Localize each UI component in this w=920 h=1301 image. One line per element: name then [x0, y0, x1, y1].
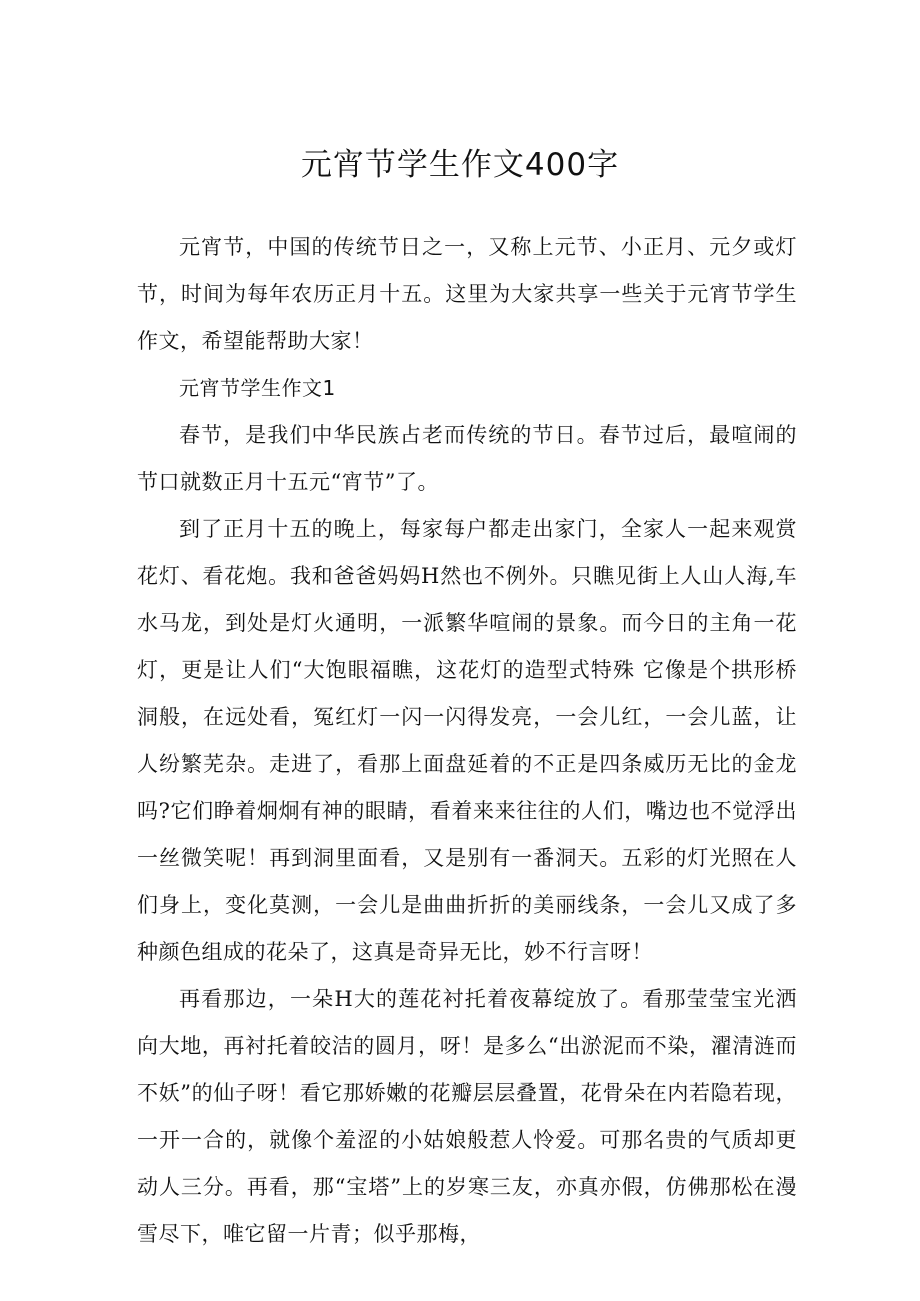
- intro-paragraph: 元宵节，中国的传统节日之一，又称上元节、小正月、元夕或灯节，时间为每年农历正月十五。这里为大家共享一些关于元宵节学生作文，希望能帮助大家！: [137, 235, 797, 353]
- document-body: [137, 224, 797, 1258]
- document-title: 元宵节学生作文400字: [300, 147, 620, 183]
- body-paragraph: 春节，是我们中华民族占老而传统的节日。春节过后，最喧闹的节口就数正月十五元“宵节”了。: [137, 423, 797, 494]
- essay-subheading: 元宵节学生作文1: [179, 376, 336, 400]
- body-paragraph: 再看那边，一朵H大的莲花衬托着夜幕绽放了。看那莹莹宝光洒向大地，再衬托着皎洁的圆月，呀！是多么“出淤泥而不染，濯清涟而不妖”的仙子呀！看它那娇嫩的花瓣层层叠置，花骨朵在内若隐若现，一开一合的，就像个羞涩的小姑娘般惹人怜爱。可那名贵的气质却更动人三分。再看，那“宝塔”上的岁寒三友，亦真亦假，仿佛那松在漫雪尽下，唯它留一片青；似乎那梅，: [137, 987, 797, 1246]
- body-paragraph: 到了正月十五的晚上，每家每户都走出家门，全家人一起来观赏花灯、看花炮。我和爸爸妈妈H然也不例外。只瞧见街上人山人海,车水马龙，到处是灯火通明，一派繁华喧闹的景象。而今日的主角一花灯，更是让人们“大饱眼福瞧，这花灯的造型式特殊 它像是个拱形桥洞般，在远处看，冤红灯一闪一闪得发亮，一会儿红，一会儿蓝，让人纷繁芜杂。走进了，看那上面盘延着的不正是四条威历无比的金龙吗?它们睁着炯炯有神的眼睛，看着来来往往的人们，嘴边也不觉浮出一丝微笑呢！再到洞里面看，又是别有一番洞天。五彩的灯光照在人们身上，变化莫测，一会儿是曲曲折折的美丽线条，一会儿又成了多种颜色组成的花朵了，这真是奇异无比，妙不行言呀！: [137, 517, 797, 964]
